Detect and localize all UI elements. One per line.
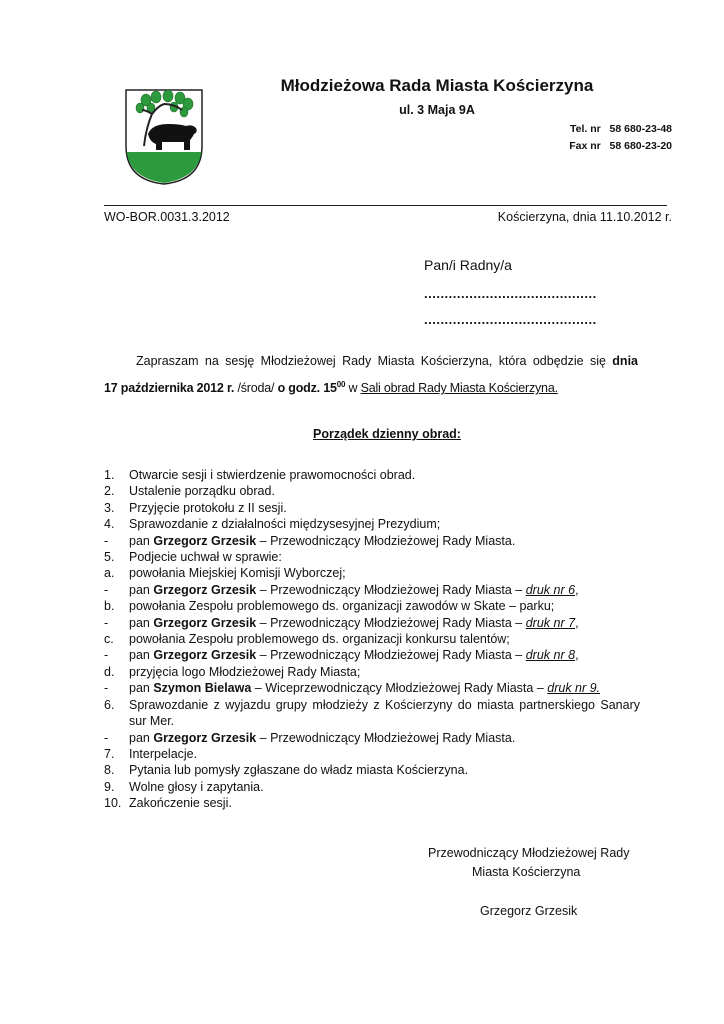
session-date: 17 października 2012 r. [104,381,235,396]
agenda-item [104,647,640,663]
agenda-item-prefix: pan [129,533,154,548]
agenda-item-marker: a. [104,566,115,581]
session-minutes: 00 [336,380,346,389]
agenda-item-text [129,582,640,598]
session-hour: o godz. 15 [277,381,337,396]
agenda-item-text: Podjecie uchwał w sprawie: [129,550,282,565]
invitation-line-1 [104,351,638,371]
agenda-item-text: Pytania lub pomysły zgłaszane do władz miasta Kościerzyna. [129,763,469,778]
agenda-item-prefix: pan [129,681,154,696]
agenda-item-text: Sprawozdanie z wyjazdu grupy młodzieży z Kościerzyny do miasta partnerskiego Sanary sur Mer. [129,697,640,729]
agenda-item-text: przyjęcia logo Młodzieżowej Rady Miasta; [129,664,361,679]
agenda-item-text: Sprawozdanie z działalności międzysesyjnej Prezydium; [129,517,441,532]
agenda-title: Porządek dzienny obrad: [313,427,461,441]
agenda-item [104,516,640,532]
agenda-item-marker: - [104,582,109,597]
agenda-item-marker: b. [104,599,115,614]
agenda-item-marker: d. [104,664,115,679]
agenda-item-druk: druk nr 9. [547,681,601,696]
agenda-item [104,500,640,516]
agenda-item [104,779,640,795]
agenda-item-text: Ustalenie porządku obrad. [129,484,275,499]
addressee-name-blank: .......................................... [424,286,597,301]
agenda-item-druk: druk nr 7 [525,615,576,630]
session-venue: Sali obrad Rady Miasta Kościerzyna. [360,381,558,396]
agenda-item-text: powołania Zespołu problemowego ds. organizacji konkursu talentów; [129,632,510,647]
agenda-item-role: – Przewodniczący Młodzieżowej Rady Miasta – [256,615,526,630]
agenda-item [104,549,640,565]
agenda-item-marker: 5. [104,550,115,565]
fax-value: 58 680-23-20 [609,140,672,152]
agenda-item-text [129,730,640,746]
agenda-item-marker: - [104,615,109,630]
agenda-item [104,631,640,647]
agenda-item-prefix: pan [129,730,154,745]
agenda-item [104,533,640,549]
fax-label: Fax nr [569,140,601,152]
invitation-line-2 [104,375,638,398]
agenda-item-marker: - [104,648,109,663]
agenda-list [104,467,640,812]
agenda-item [104,467,640,483]
agenda-item-tail: , [575,615,579,630]
agenda-item-name: Grzegorz Grzesik [153,615,257,630]
agenda-item-marker: - [104,681,109,696]
agenda-item-text: powołania Zespołu problemowego ds. organizacji zawodów w Skate – parku; [129,599,555,614]
agenda-item-tail: , [575,582,579,597]
agenda-item-text: Interpelacje. [129,746,198,761]
agenda-item-prefix: pan [129,582,154,597]
agenda-item-prefix: pan [129,648,154,663]
tel-value: 58 680-23-48 [609,123,672,135]
agenda-item [104,615,640,631]
agenda-item-marker: 7. [104,746,115,761]
agenda-item-marker: 10. [104,796,122,811]
agenda-item-text: Wolne głosy i zapytania. [129,779,264,794]
agenda-item-text: Otwarcie sesji i stwierdzenie prawomocności obrad. [129,468,416,482]
session-w: w [345,381,361,396]
agenda-item [104,697,640,730]
agenda-item-role: – Przewodniczący Młodzieżowej Rady Miasta. [256,533,516,548]
agenda-item-role: – Przewodniczący Młodzieżowej Rady Miasta – [256,648,526,663]
agenda-item [104,680,640,696]
address: ul. 3 Maja 9A [399,103,475,117]
agenda-item [104,746,640,762]
agenda-item-marker: 6. [104,697,115,712]
agenda-item-prefix: pan [129,615,154,630]
agenda-item [104,795,640,811]
agenda-item-name: Grzegorz Grzesik [153,730,257,745]
agenda-item-role: – Przewodniczący Młodzieżowej Rady Miasta – [256,582,526,597]
agenda-item-marker: 1. [104,468,115,482]
agenda-item-text [129,615,640,631]
agenda-item [104,762,640,778]
agenda-item-marker: - [104,730,109,745]
agenda-item-marker: 8. [104,763,115,778]
telephone-line [570,123,672,135]
agenda-item-marker: 2. [104,484,115,499]
reference-number: WO-BOR.0031.3.2012 [104,210,230,224]
agenda-item-marker: 3. [104,500,115,515]
agenda-item-marker: - [104,533,109,548]
session-day: /środa/ [234,381,278,396]
agenda-item-name: Grzegorz Grzesik [153,582,257,597]
signature-role-line-2: Miasta Kościerzyna [472,865,581,879]
agenda-item [104,730,640,746]
signature-role-line-1: Przewodniczący Młodzieżowej Rady [428,846,630,860]
agenda-item-text [129,533,640,549]
agenda-item-marker: 4. [104,517,115,532]
invitation-dnia: dnia [612,354,638,368]
agenda-item-role: – Przewodniczący Młodzieżowej Rady Miasta. [256,730,516,745]
agenda-item-text: powołania Miejskiej Komisji Wyborczej; [129,566,346,581]
agenda-item-text: Zakończenie sesji. [129,796,232,811]
tel-label: Tel. nr [570,123,601,135]
agenda-item-druk: druk nr 8 [525,648,576,663]
addressee-name-blank-2: .......................................... [424,312,597,327]
agenda-item [104,582,640,598]
agenda-item-name: Szymon Bielawa [153,681,252,696]
agenda-item-text [129,680,640,696]
agenda-item-marker: 9. [104,779,115,794]
agenda-item-name: Grzegorz Grzesik [153,533,257,548]
coat-of-arms-icon [124,88,204,186]
signature-name: Grzegorz Grzesik [480,904,578,918]
agenda-item-text: Przyjęcie protokołu z II sesji. [129,500,287,515]
fax-line [569,140,672,152]
invitation-text: Zapraszam na sesję Młodzieżowej Rady Miasta Kościerzyna, która odbędzie się [136,354,613,368]
header-divider [104,205,667,206]
agenda-item [104,483,640,499]
agenda-item [104,565,640,581]
agenda-item-role: – Wiceprzewodniczący Młodzieżowej Rady Miasta – [251,681,548,696]
agenda-item-druk: druk nr 6 [525,582,576,597]
agenda-item-text [129,647,640,663]
session-time [278,381,346,395]
agenda-item-marker: c. [104,632,114,647]
place-and-date: Kościerzyna, dnia 11.10.2012 r. [497,210,672,224]
agenda-item-name: Grzegorz Grzesik [153,648,257,663]
addressee-salutation: Pan/i Radny/a [424,257,512,273]
agenda-item [104,664,640,680]
agenda-item [104,598,640,614]
agenda-item-tail: , [575,648,579,663]
organization-name: Młodzieżowa Rada Miasta Kościerzyna [280,76,594,95]
